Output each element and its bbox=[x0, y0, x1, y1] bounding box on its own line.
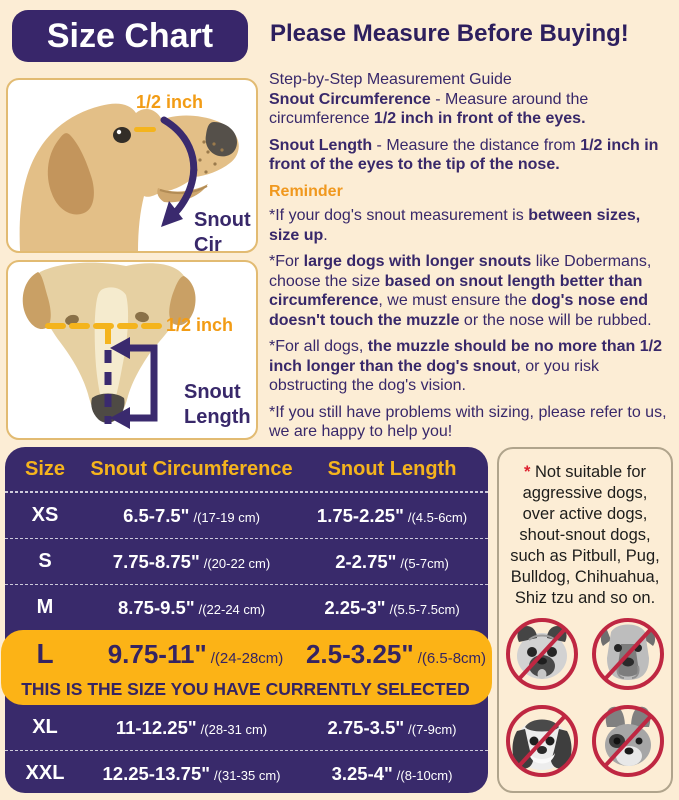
snout-cir-caption: Snout Cir bbox=[194, 209, 251, 253]
circumference-cell: 7.75-8.75" /(20-22 cm) bbox=[112, 550, 271, 572]
length-cell: 2.5-3.25" /(6.5-8cm) bbox=[305, 638, 487, 669]
half-inch-label-1: 1/2 inch bbox=[136, 92, 204, 112]
table-row bbox=[5, 705, 488, 750]
not-suitable-panel bbox=[497, 447, 673, 793]
measurement-guide bbox=[269, 70, 671, 449]
reminder-item-3: *For all dogs, the muzzle should be no more than 1/2 inch longer than the dog's snout, or you risk obstructing the dog's vision. bbox=[269, 338, 662, 395]
circumference-cell: 9.75-11" /(24-28cm) bbox=[107, 638, 284, 669]
table-body bbox=[5, 492, 488, 796]
header-snout-length: Snout Length bbox=[327, 457, 457, 480]
figure-snout-length bbox=[6, 260, 258, 440]
snout-length-caption: Snout Length bbox=[184, 381, 251, 428]
french-bulldog-photo-crossed-icon bbox=[591, 701, 665, 779]
selected-size-note: THIS IS THE SIZE YOU HAVE CURRENTLY SELECTED bbox=[21, 678, 470, 699]
length-cell: 3.25-4" /(8-10cm) bbox=[331, 762, 453, 784]
table-row bbox=[1, 630, 492, 705]
circumference-cell: 6.5-7.5" /(17-19 cm) bbox=[123, 504, 260, 526]
reminder-item-2: *For large dogs with longer snouts like Dobermans, choose the size based on snout length better than circumference, we must ensure the dog's nose end doesn't touch the muzzle or the nose will be rubbed. bbox=[269, 253, 652, 329]
length-cell: 2.75-3.5" /(7-9cm) bbox=[327, 716, 457, 738]
reminder-label: Reminder bbox=[269, 182, 343, 200]
red-asterisk: * bbox=[524, 463, 531, 481]
bullmastiff-photo-crossed-icon bbox=[591, 614, 665, 692]
size-cell: XL bbox=[32, 716, 58, 738]
not-suitable-text: * Not suitable for aggressive dogs, over active dogs, shout-snout dogs, such as Pitbull, Pug, Bulldog, Chihuahua, Shiz tzu and so on. bbox=[510, 463, 660, 607]
table-row bbox=[5, 492, 488, 538]
size-cell: S bbox=[38, 550, 52, 572]
page-title-label: Size Chart bbox=[46, 16, 214, 55]
circumference-cell: 12.25-13.75" /(31-35 cm) bbox=[102, 762, 281, 784]
size-cell: XXL bbox=[25, 762, 65, 784]
size-cell: M bbox=[36, 596, 54, 618]
guide-intro: Step-by-Step Measurement Guide bbox=[269, 71, 512, 88]
table-header-row bbox=[5, 447, 488, 492]
size-table bbox=[5, 447, 488, 793]
table-row bbox=[5, 750, 488, 796]
reminder-item-4: *If you still have problems with sizing, please refer to us, we are happy to help you! bbox=[269, 403, 667, 441]
reminder-item-1: *If your dog's snout measurement is between sizes, size up. bbox=[269, 207, 641, 244]
half-inch-label-2: 1/2 inch bbox=[166, 315, 234, 335]
header-snout-circumference: Snout Circumference bbox=[90, 457, 293, 480]
guide-paragraph-circumference: Snout Circumference - Measure around the circumference 1/2 inch in front of the eyes. bbox=[269, 90, 589, 128]
length-cell: 2-2.75" /(5-7cm) bbox=[335, 550, 449, 572]
page-title bbox=[12, 10, 248, 62]
shih-tzu-photo-crossed-icon bbox=[505, 701, 579, 779]
measure-heading: Please Measure Before Buying! bbox=[270, 20, 629, 47]
length-cell: 2.25-3" /(5.5-7.5cm) bbox=[324, 596, 460, 618]
figure-snout-circumference bbox=[6, 78, 258, 253]
circumference-cell: 11-12.25" /(28-31 cm) bbox=[115, 716, 268, 738]
circumference-cell: 8.75-9.5" /(22-24 cm) bbox=[117, 596, 266, 618]
pug-photo-crossed-icon bbox=[505, 614, 579, 692]
size-cell: L bbox=[36, 638, 54, 669]
table-row bbox=[5, 538, 488, 584]
header-size: Size bbox=[24, 457, 66, 480]
size-cell: XS bbox=[31, 504, 59, 526]
length-cell: 1.75-2.25" /(4.5-6cm) bbox=[316, 504, 468, 526]
prohibited-breeds-grid bbox=[505, 614, 665, 779]
guide-paragraph-length: Snout Length - Measure the distance from 1/2 inch in front of the eyes to the tip of the nose. bbox=[269, 136, 659, 174]
half-inch-tick-mark bbox=[134, 127, 156, 132]
table-row bbox=[5, 584, 488, 630]
